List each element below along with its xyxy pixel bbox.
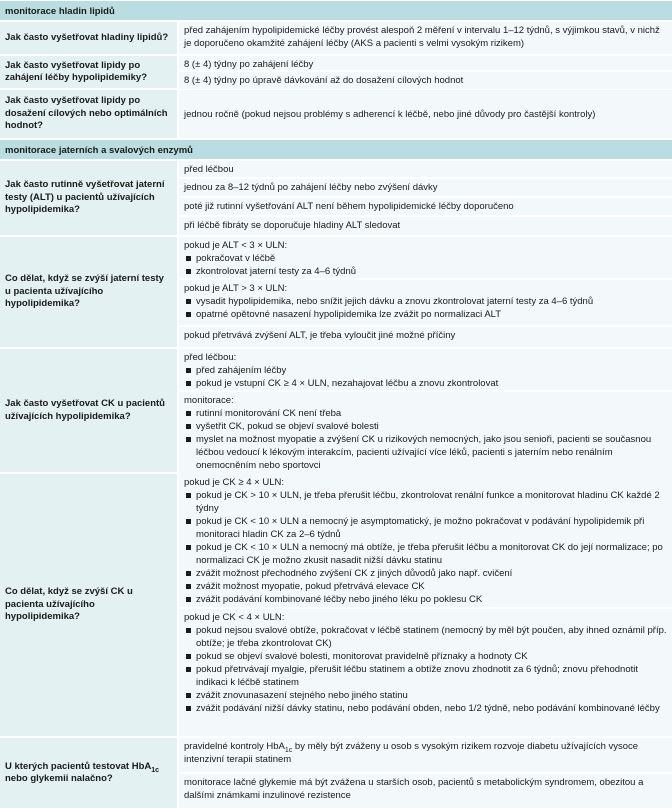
row-answer: 8 (± 4) týdny po úpravě dávkování až do dosažení cílových hodnot [179,72,672,89]
table-row [0,349,672,474]
question-text: nebo glykemii nalačno? [5,773,113,784]
list-item: pokračovat v léčbě [184,252,667,265]
table-row [0,237,672,349]
table-row [0,90,672,140]
list-item: pokud přetrvávají myalgie, přerušit léčbu statinem a obtíže znovu zhodnotit za 6 týdnů; znovu přehodnotit indikaci k léčbě statinem [184,663,667,689]
row-answer: před zahájením hypolipidemické léčby provést alespoň 2 měření v intervalu 1–12 týdnů, s výjimkou stavů, v nichž je doporučeno okamžité zahájení léčby (AKS a pacienti s velmi vysokým rizikem) [179,22,672,54]
list-item: myslet na možnost myopatie a zvýšení CK u rizikových nemocných, jako jsou senioři, pacienti se současnou léčbou vedoucí k lékovým interakcím, pacienti užívající více léků, pacienti s jaterním nebo renálním onemocněním nebo sportovci [184,433,667,472]
row-answer [179,392,672,474]
row-answer [179,738,672,774]
answer-heading: před léčbou: [184,352,237,363]
row-answer: monitorace lačné glykemie má být zvážena u starších osob, pacientů s metabolickým syndromem, obezitou a dalšími známkami inzulinové rezistence [179,774,672,808]
row-question: Co dělat, když se zvýší CK u pacienta užívajícího hypolipidemika? [0,474,179,736]
question-text: U kterých pacientů testovat HbA [5,760,152,772]
list-item: pokud je vstupní CK ≥ 4 × ULN, nezahajovat léčbu a znovu zkontrolovat [184,377,667,390]
list-item: rutinní monitorování CK není třeba [184,407,667,420]
row-question: Co dělat, když se zvýší jaterní testy u pacienta užívajícího hypolipidemika? [0,237,179,347]
table-row [0,22,672,56]
row-question: Jak často vyšetřovat CK u pacientů užívajících hypolipidemika? [0,349,179,472]
row-question: Jak často rutinně vyšetřovat jaterní testy (ALT) u pacientů užívajících hypolipidemika? [0,161,179,235]
table-row [0,161,672,237]
answer-text: pravidelné kontroly HbA [184,741,285,752]
row-answer: poté již rutinní vyšetřování ALT není během hypolipidemické léčby doporučeno [179,198,672,217]
row-answer [179,349,672,392]
row-answer-text: jednou ročně (pokud nejsou problémy s adherencí k léčbě, nebo jiné důvody pro častější kontroly) [184,108,596,120]
list-item: pokud se objeví svalové bolesti, monitorovat pravidelně příznaky a hodnoty CK [184,650,667,663]
list-item: zvážit podávání kombinované léčby nebo jiného léku po poklesu CK [184,593,667,606]
answer-heading: pokud je ALT > 3 × ULN: [184,283,288,294]
row-answer: při léčbě fibráty se doporučuje hladiny ALT sledovat [179,217,672,235]
row-answer: 8 (± 4) týdny po zahájení léčby [179,56,672,72]
row-answer: jednou za 8–12 týdnů po zahájení léčby nebo zvýšení dávky [179,179,672,198]
answer-heading: pokud je ALT < 3 × ULN: [184,240,288,251]
row-question: Jak často vyšetřovat lipidy po dosažení cílových nebo optimálních hodnot? [0,90,179,138]
row-answer [179,90,672,138]
answer-text: by měly být zváženy u osob s vysokým rizikem rozvoje diabetu užívajících vysoce intenzivní terapii statinem [184,741,639,765]
row-answer: před léčbou [179,161,672,179]
row-answer [179,237,672,280]
answer-heading: pokud je CK < 4 × ULN: [184,612,285,623]
row-question: Jak často vyšetřovat hladiny lipidů? [0,22,179,54]
list-item: zvážit možnost přechodného zvýšení CK z jiných důvodů jako např. cvičení [184,567,667,580]
list-item: zkontrolovat jaterní testy za 4–6 týdnů [184,265,667,278]
list-item: pokud nejsou svalové obtíže, pokračovat v léčbě statinem (nemocný by měl být poučen, aby ihned oznámil příp. obtíže; je třeba zkontrolovat CK) [184,624,667,650]
row-question: Jak často vyšetřovat lipidy po zahájení léčby hypolipidemiky? [0,56,179,88]
list-item: vyšetřit CK, pokud se objeví svalové bolesti [184,420,667,433]
table-row [0,56,672,90]
list-item: vysadit hypolipidemika, nebo snížit jejich dávku a znovu zkontrolovat jaterní testy za 4–6 týdnů [184,295,667,308]
list-item: zvážit znovunasazení stejného nebo jiného statinu [184,689,667,702]
list-item: opatrné opětovné nasazení hypolipidemika lze zvážit po normalizaci ALT [184,308,667,321]
list-item: zvážit podávání nižší dávky statinu, nebo podávání obden, nebo 1/2 týdně, nebo podávání kombinované léčby [184,702,667,715]
list-item: pokud je CK > 10 × ULN, je třeba přerušit léčbu, zkontrolovat renální funkce a monitorovat hladinu CK každé 2 týdny [184,489,667,515]
section-header-enzymes: monitorace jaterních a svalových enzymů [0,140,672,161]
row-answer: pokud přetrvává zvýšení ALT, je třeba vyloučit jiné možné příčiny [179,327,672,347]
list-item: zvážit možnost myopatie, pokud přetrvává elevace CK [184,580,667,593]
row-answer [179,280,672,327]
table-row [0,474,672,738]
table-row [0,738,672,808]
section-header-lipids: monitorace hladin lipidů [0,1,672,22]
answer-subscript: 1c [284,746,293,754]
row-question [0,738,179,808]
list-item: pokud je CK < 10 × ULN a nemocný je asymptomatický, je možno pokračovat v podávání hypolipidemik při monitoraci hladin CK za 2–6 týdnů [184,515,667,541]
list-item: před zahájením léčby [184,364,667,377]
answer-heading: monitorace: [184,395,234,406]
question-subscript: 1c [151,766,160,774]
row-answer [179,609,672,736]
list-item: pokud je CK < 10 × ULN a nemocný má obtíže, je třeba přerušit léčbu a monitorovat CK do její normalizace; po normalizaci CK je možno zkusit nasadit nižší dávku statinu [184,541,667,567]
row-answer [179,474,672,609]
answer-heading: pokud je CK ≥ 4 × ULN: [184,477,285,488]
